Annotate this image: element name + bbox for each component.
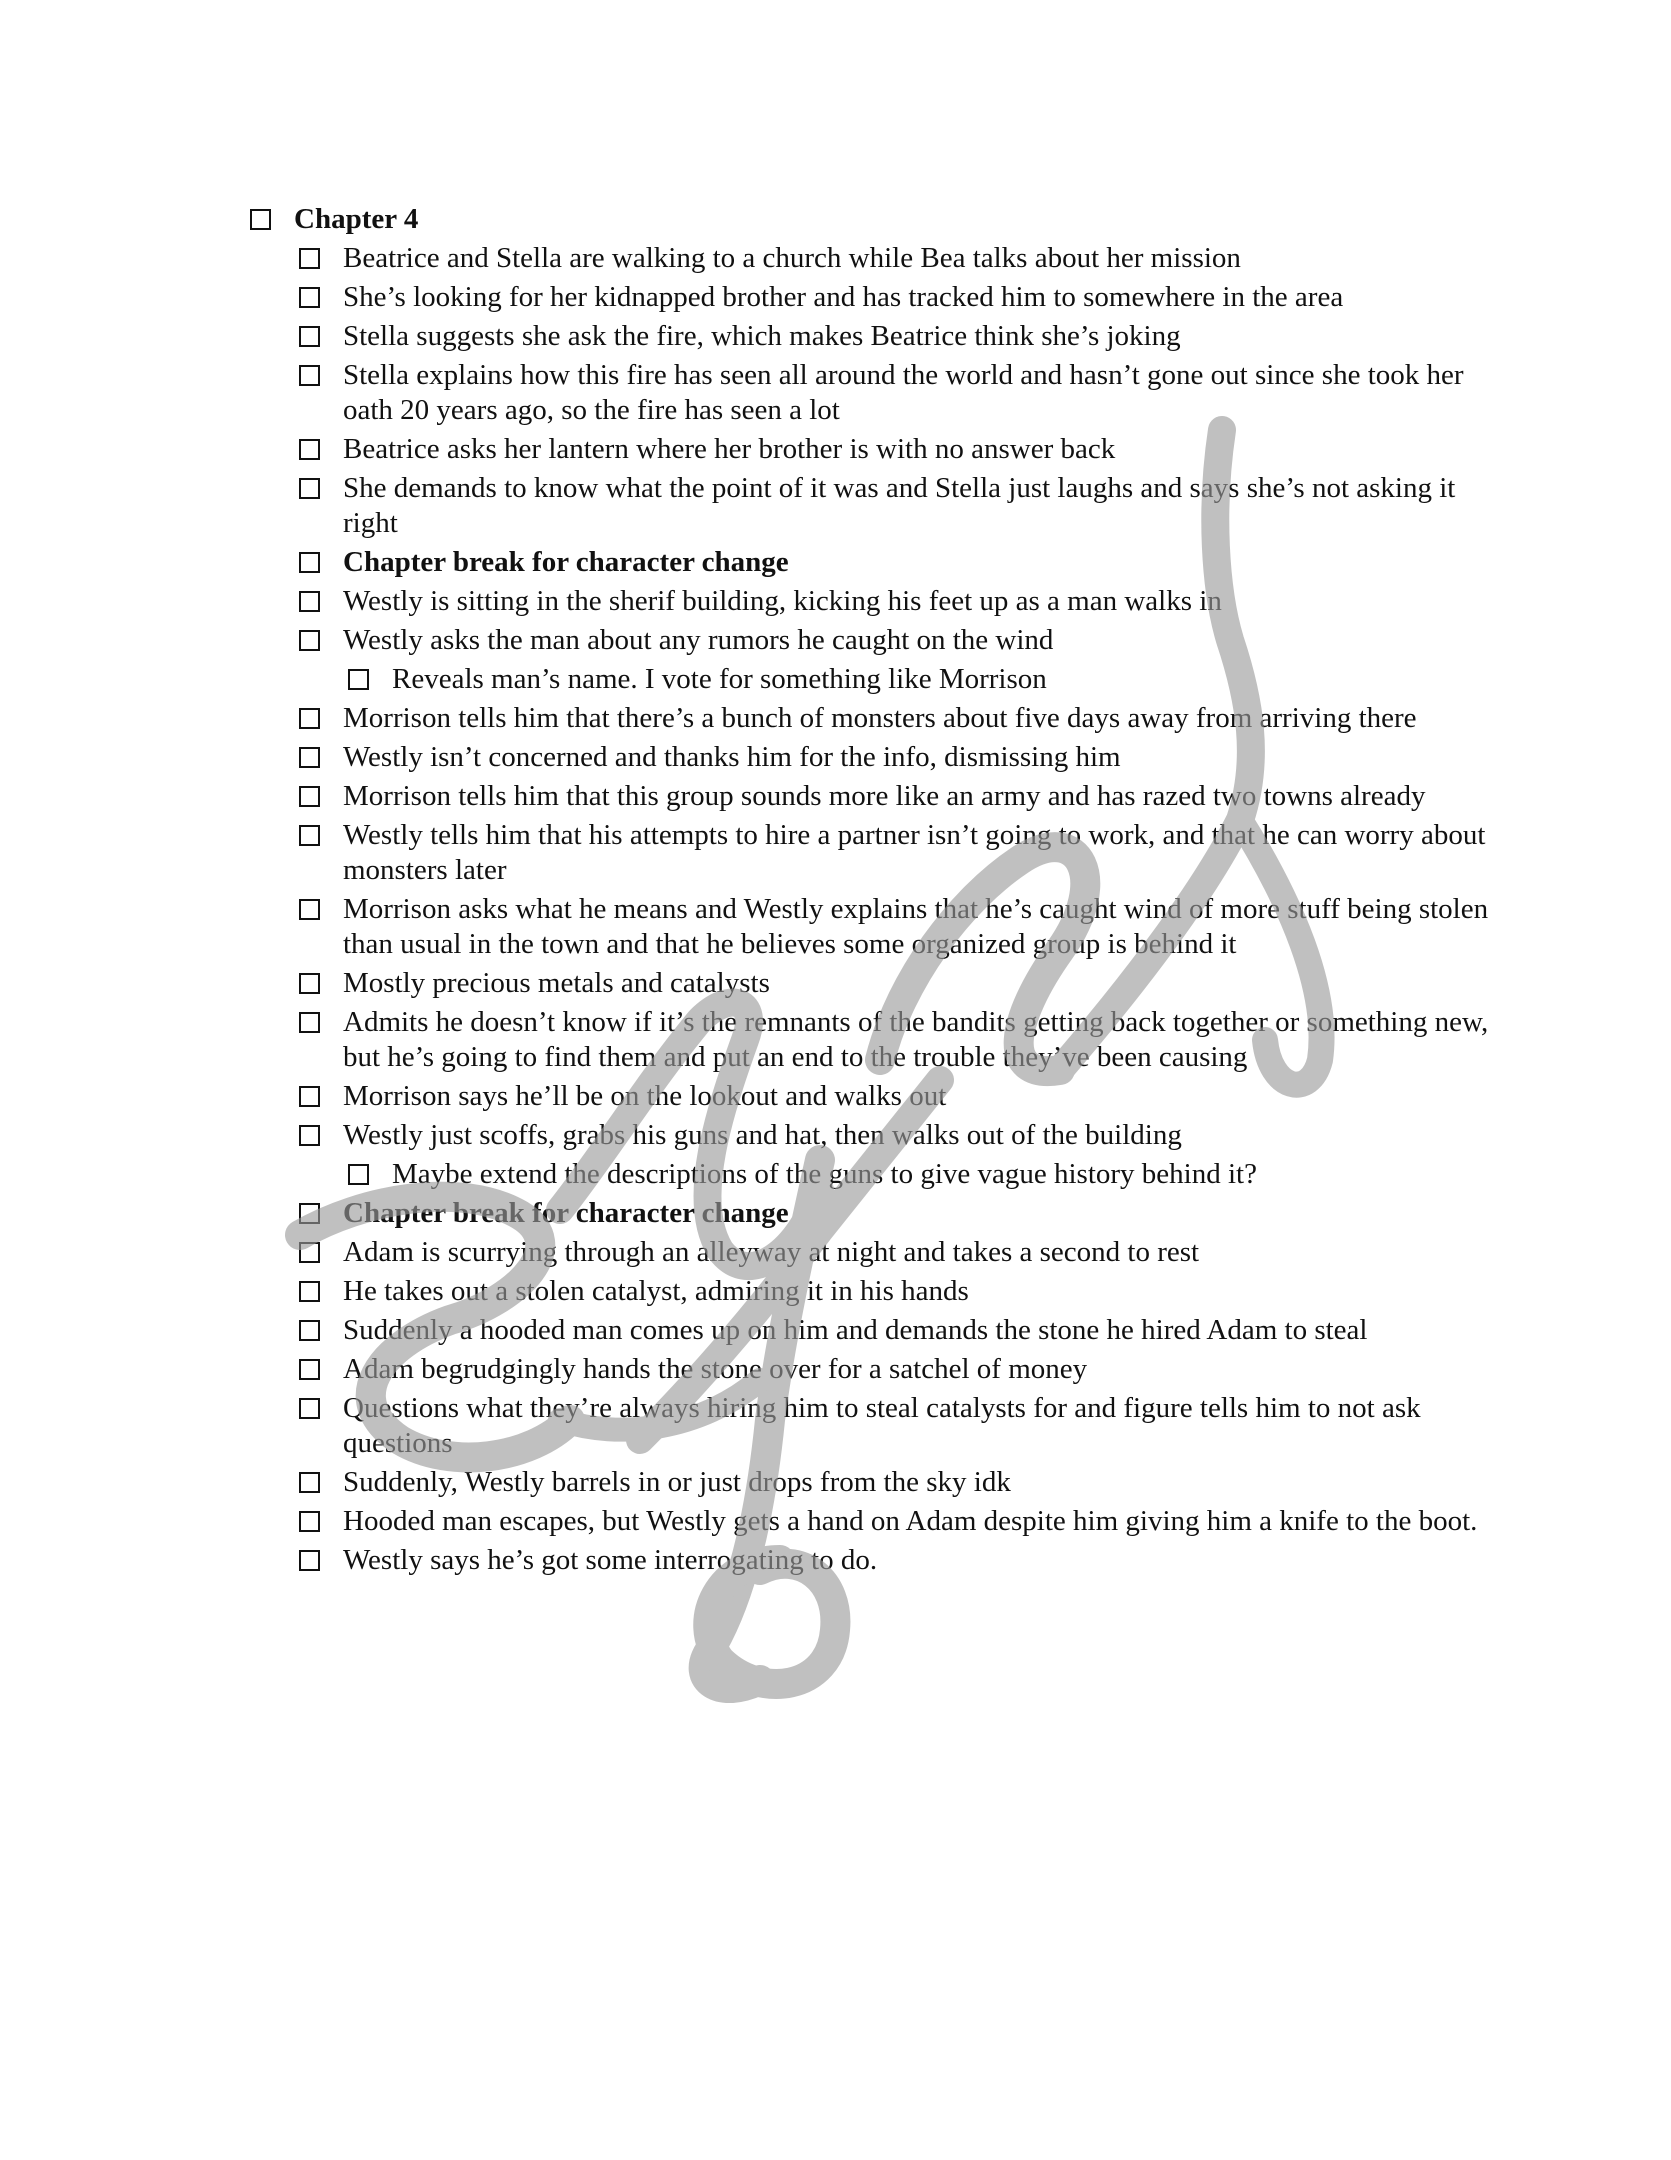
item-text: She demands to know what the point of it was and Stella just laughs and says she’s not asking it right	[343, 472, 1456, 539]
checkbox[interactable]	[299, 1242, 320, 1263]
item-text: Questions what they’re always hiring him to steal catalysts for and figure tells him to not ask questions	[343, 1392, 1421, 1459]
checkbox[interactable]	[299, 1125, 320, 1146]
checkbox[interactable]	[250, 209, 271, 230]
item-text: Westly is sitting in the sherif building, kicking his feet up as a man walks in	[343, 585, 1222, 617]
checklist-item	[299, 1504, 1490, 1539]
checklist-item	[299, 1079, 1490, 1114]
item-text: Mostly precious metals and catalysts	[343, 967, 770, 999]
checklist-item	[348, 662, 1490, 697]
item-text: Chapter break for character change	[343, 1197, 789, 1229]
checkbox[interactable]	[299, 478, 320, 499]
item-text: Stella explains how this fire has seen all around the world and hasn’t gone out since she took her oath 20 years ago, so the fire has seen a lot	[343, 359, 1464, 426]
checklist-item	[299, 701, 1490, 736]
chapter-heading-item	[250, 202, 1490, 237]
item-text: Adam is scurrying through an alleyway at night and takes a second to rest	[343, 1236, 1200, 1268]
checkbox[interactable]	[299, 1472, 320, 1493]
checklist-item	[299, 1235, 1490, 1270]
checkbox[interactable]	[348, 669, 369, 690]
checkbox[interactable]	[299, 708, 320, 729]
checkbox[interactable]	[299, 591, 320, 612]
item-text: She’s looking for her kidnapped brother and has tracked him to somewhere in the area	[343, 281, 1344, 313]
checkbox[interactable]	[299, 248, 320, 269]
checklist-item	[299, 623, 1490, 658]
checkbox[interactable]	[299, 1550, 320, 1571]
checklist-item	[299, 1005, 1490, 1075]
checklist-item	[299, 471, 1490, 541]
checklist-item	[299, 966, 1490, 1001]
checkbox[interactable]	[299, 326, 320, 347]
item-text: Adam begrudgingly hands the stone over for a satchel of money	[343, 1353, 1088, 1385]
item-text: Morrison says he’ll be on the lookout and walks out	[343, 1080, 947, 1112]
checkbox[interactable]	[299, 1281, 320, 1302]
checklist-outline	[250, 198, 1490, 1578]
checkbox[interactable]	[299, 365, 320, 386]
item-text: Admits he doesn’t know if it’s the remnants of the bandits getting back together or something new, but he’s going to find them and put an end to the trouble they’ve been causing	[343, 1006, 1489, 1073]
checkbox[interactable]	[348, 1164, 369, 1185]
item-text: Stella suggests she ask the fire, which makes Beatrice think she’s joking	[343, 320, 1181, 352]
item-text: Westly asks the man about any rumors he caught on the wind	[343, 624, 1054, 656]
checklist-item	[299, 358, 1490, 428]
checklist-item	[299, 740, 1490, 775]
item-text: Westly just scoffs, grabs his guns and hat, then walks out of the building	[343, 1119, 1182, 1151]
item-text: Maybe extend the descriptions of the guns to give vague history behind it?	[392, 1158, 1257, 1190]
checkbox[interactable]	[299, 439, 320, 460]
checkbox[interactable]	[299, 825, 320, 846]
item-text: Morrison tells him that this group sounds more like an army and has razed two towns already	[343, 780, 1426, 812]
checkbox[interactable]	[299, 1398, 320, 1419]
item-text: Morrison tells him that there’s a bunch of monsters about five days away from arriving there	[343, 702, 1417, 734]
checklist-item	[299, 779, 1490, 814]
item-text: Westly tells him that his attempts to hire a partner isn’t going to work, and that he can worry about monsters later	[343, 819, 1486, 886]
checkbox[interactable]	[299, 1359, 320, 1380]
checkbox[interactable]	[299, 1320, 320, 1341]
item-text: Hooded man escapes, but Westly gets a hand on Adam despite him giving him a knife to the boot.	[343, 1505, 1478, 1537]
checkbox[interactable]	[299, 1086, 320, 1107]
checklist-item	[299, 1313, 1490, 1348]
item-text: Chapter 4	[294, 203, 419, 235]
checklist-item	[299, 584, 1490, 619]
checklist-item	[299, 1274, 1490, 1309]
item-text: Reveals man’s name. I vote for something like Morrison	[392, 663, 1047, 695]
item-text: He takes out a stolen catalyst, admiring it in his hands	[343, 1275, 969, 1307]
checkbox[interactable]	[299, 1203, 320, 1224]
item-text: Suddenly a hooded man comes up on him and demands the stone he hired Adam to steal	[343, 1314, 1368, 1346]
checkbox[interactable]	[299, 552, 320, 573]
item-text: Westly isn’t concerned and thanks him for the info, dismissing him	[343, 741, 1121, 773]
checkbox[interactable]	[299, 973, 320, 994]
item-text: Suddenly, Westly barrels in or just drops from the sky idk	[343, 1466, 1011, 1498]
chapter-break-item	[299, 1196, 1490, 1231]
checklist-item	[299, 319, 1490, 354]
checklist-item	[299, 1391, 1490, 1461]
item-text: Morrison asks what he means and Westly explains that he’s caught wind of more stuff being stolen than usual in the town and that he believes some organized group is behind it	[343, 893, 1489, 960]
checkbox[interactable]	[299, 1012, 320, 1033]
checklist-item	[299, 1352, 1490, 1387]
checklist-item	[299, 1543, 1490, 1578]
chapter-break-item	[299, 545, 1490, 580]
checkbox[interactable]	[299, 287, 320, 308]
checklist-item	[299, 892, 1490, 962]
checklist-item	[299, 432, 1490, 467]
checklist-item	[299, 1118, 1490, 1153]
checklist-item	[299, 818, 1490, 888]
item-text: Westly says he’s got some interrogating to do.	[343, 1544, 878, 1576]
checkbox[interactable]	[299, 1511, 320, 1532]
checkbox[interactable]	[299, 747, 320, 768]
checkbox[interactable]	[299, 899, 320, 920]
checkbox[interactable]	[299, 630, 320, 651]
checkbox[interactable]	[299, 786, 320, 807]
item-text: Beatrice asks her lantern where her brother is with no answer back	[343, 433, 1116, 465]
checklist-item	[299, 241, 1490, 276]
item-text: Chapter break for character change	[343, 546, 789, 578]
item-text: Beatrice and Stella are walking to a church while Bea talks about her mission	[343, 242, 1241, 274]
checklist-item	[299, 280, 1490, 315]
checklist-item	[299, 1465, 1490, 1500]
checklist-item	[348, 1157, 1490, 1192]
